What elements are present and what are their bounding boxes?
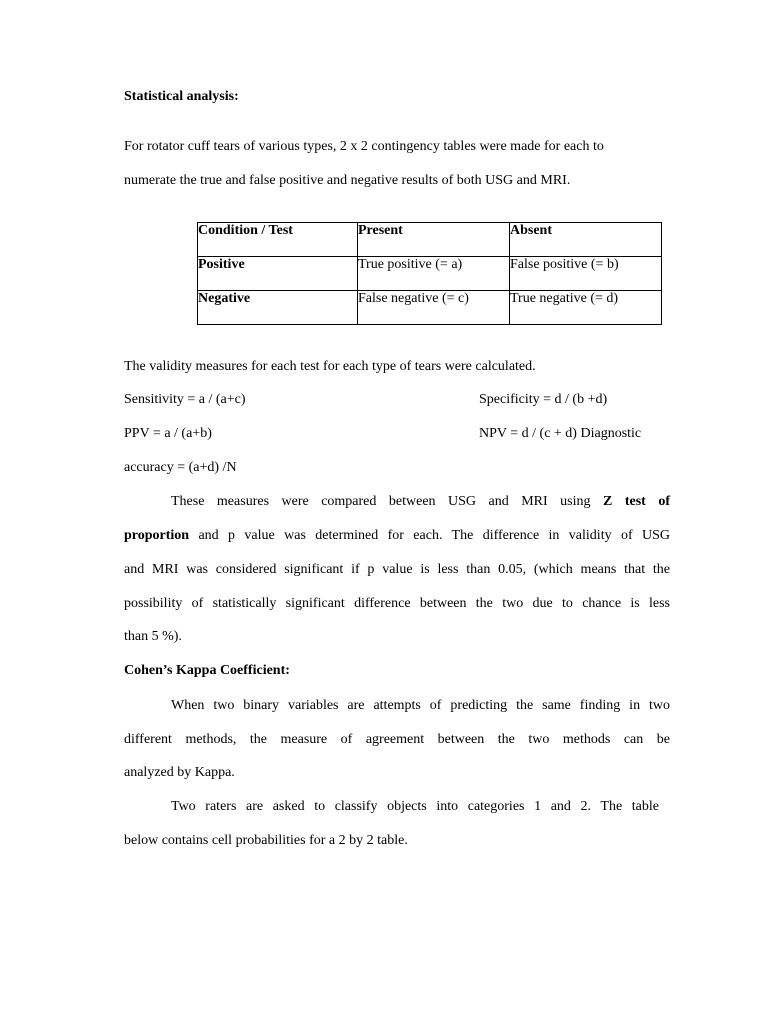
paragraph-line: Two raters are asked to classify objects into categories 1 and 2. The table — [171, 799, 659, 814]
paragraph-line: numerate the true and false positive and negative results of both USG and MRI. — [124, 173, 571, 188]
table-cell-text: True negative (= d) — [510, 291, 619, 306]
paragraph-line: different methods, the measure of agreement between the two methods can be — [124, 732, 670, 747]
formula-npv: NPV = d / (c + d) — [479, 426, 577, 441]
table-cell-text: False positive (= b) — [510, 257, 619, 272]
section-heading-kappa: Cohen’s Kappa Coefficient: — [124, 663, 290, 678]
table-cell — [510, 291, 662, 325]
table-header-cell — [510, 223, 662, 257]
paragraph-line: analyzed by Kappa. — [124, 765, 235, 780]
bold-term: Z test of — [603, 494, 670, 509]
table-cell — [198, 257, 358, 291]
table-header-cell — [358, 223, 510, 257]
table-cell — [358, 257, 510, 291]
paragraph-line: The validity measures for each test for each type of tears were calculated. — [124, 359, 536, 374]
table-header-text: Absent — [510, 223, 553, 238]
table-row-label: Negative — [198, 291, 251, 306]
contingency-table — [197, 222, 662, 325]
formula-npv-line — [479, 425, 641, 443]
formula-sensitivity: Sensitivity = a / (a+c) — [124, 392, 246, 407]
table-header-row — [198, 223, 662, 257]
paragraph-line — [171, 493, 670, 511]
table-row — [198, 257, 662, 291]
paragraph-line — [124, 527, 670, 545]
paragraph-line: below contains cell probabilities for a 2 by 2 table. — [124, 833, 408, 848]
paragraph-line: than 5 %). — [124, 629, 182, 644]
formula-npv-trailing: Diagnostic — [580, 426, 642, 441]
table-header-text: Present — [358, 223, 403, 238]
section-heading-statistical-analysis: Statistical analysis: — [124, 89, 239, 104]
table-cell-text: False negative (= c) — [358, 291, 469, 306]
paragraph-line: For rotator cuff tears of various types, 2 x 2 contingency tables were made for each to — [124, 139, 604, 154]
table-cell — [510, 257, 662, 291]
table-cell — [358, 291, 510, 325]
table-header-cell — [198, 223, 358, 257]
table-row-label: Positive — [198, 257, 245, 272]
paragraph-line: When two binary variables are attempts of predicting the same finding in two — [171, 698, 670, 713]
formula-ppv: PPV = a / (a+b) — [124, 426, 212, 441]
paragraph-text: These measures were compared between USG and MRI using — [171, 494, 591, 509]
table-cell — [198, 291, 358, 325]
table-header-text: Condition / Test — [198, 223, 293, 238]
table-row — [198, 291, 662, 325]
paragraph-line: and MRI was considered significant if p value is less than 0.05, (which means that the — [124, 562, 670, 577]
formula-specificity: Specificity = d / (b +d) — [479, 392, 608, 407]
paragraph-line: possibility of statistically significant difference between the two due to chance is less — [124, 596, 670, 611]
paragraph-text: and p value was determined for each. The difference in validity of USG — [198, 528, 670, 543]
bold-term: proportion — [124, 528, 190, 543]
table-cell-text: True positive (= a) — [358, 257, 463, 272]
formula-accuracy: accuracy = (a+d) /N — [124, 460, 237, 475]
